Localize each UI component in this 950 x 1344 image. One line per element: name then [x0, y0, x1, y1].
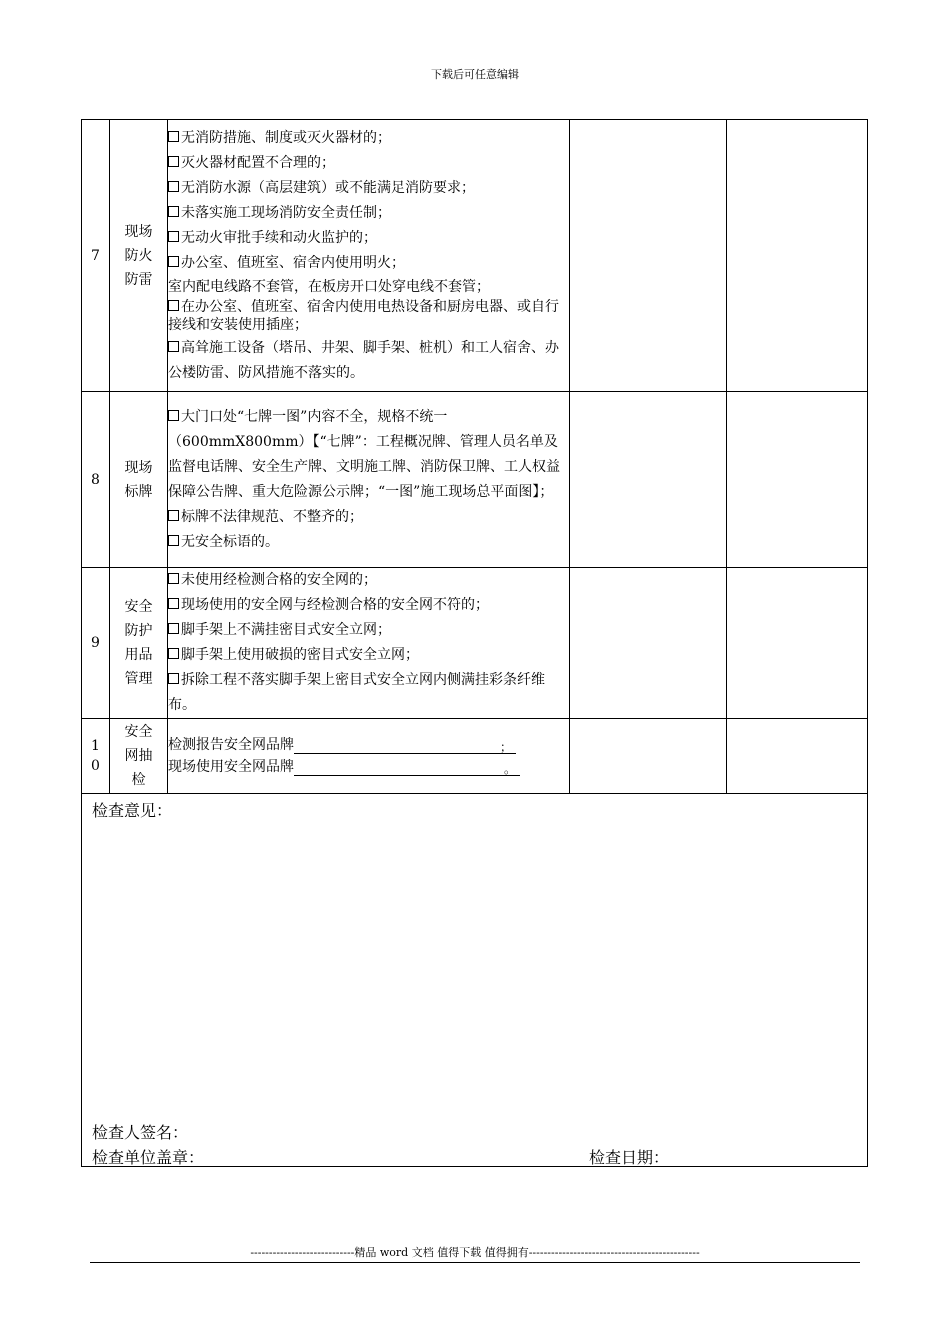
list-item: 无消防措施、制度或灭火器材的； — [168, 126, 569, 151]
list-item: 灭火器材配置不合理的； — [168, 151, 569, 176]
inspection-table — [81, 119, 868, 1167]
footer-rule — [90, 1262, 860, 1263]
checkbox-icon[interactable] — [168, 300, 179, 311]
remark-cell[interactable] — [727, 568, 868, 719]
result-cell[interactable] — [570, 719, 727, 794]
list-item: 标牌不法律规范、不整齐的； — [168, 505, 569, 530]
onsite-brand-line: 现场使用安全网品牌 。 — [168, 756, 569, 778]
header-note: 下载后可任意编辑 — [431, 68, 519, 81]
row-number: 9 — [82, 568, 110, 719]
checkbox-icon[interactable] — [168, 131, 179, 142]
inspection-date-label: 检查日期： — [589, 1148, 670, 1167]
list-item: 脚手架上不满挂密目式安全立网； — [168, 618, 569, 643]
row-category: 现场 防火 防雷 — [110, 120, 168, 392]
checkbox-icon[interactable] — [168, 673, 179, 684]
table-row — [82, 392, 868, 568]
checkbox-icon[interactable] — [168, 573, 179, 584]
row-items — [168, 120, 570, 392]
list-item: 无消防水源（高层建筑）或不能满足消防要求； — [168, 176, 569, 201]
checkbox-icon[interactable] — [168, 535, 179, 546]
list-item: 办公室、值班室、宿舍内使用明火； — [168, 251, 569, 276]
list-item: 无动火审批手续和动火监护的； — [168, 226, 569, 251]
unit-stamp-label: 检查单位盖章： — [92, 1148, 205, 1167]
checkbox-icon[interactable] — [168, 648, 179, 659]
onsite-brand-field[interactable]: 。 — [294, 762, 520, 776]
checkbox-icon[interactable] — [168, 256, 179, 267]
list-item: 现场使用的安全网与经检测合格的安全网不符的； — [168, 593, 569, 618]
remark-cell[interactable] — [727, 719, 868, 794]
list-item: 拆除工程不落实脚手架上密目式安全立网内侧满挂彩条纤维布。 — [168, 672, 545, 713]
result-cell[interactable] — [570, 392, 727, 568]
row-category: 安全 网抽 检 — [110, 719, 168, 794]
row-number: 8 — [82, 392, 110, 568]
opinion-cell[interactable] — [82, 794, 868, 1167]
result-cell[interactable] — [570, 120, 727, 392]
result-cell[interactable] — [570, 568, 727, 719]
checkbox-icon[interactable] — [168, 510, 179, 521]
list-item: 未落实施工现场消防安全责任制； — [168, 201, 569, 226]
list-item: 室内配电线路不套管，在板房开口处穿电线不套管； — [168, 278, 490, 295]
table-row — [82, 719, 868, 794]
footer-text: ----------------------------精品 word 文档 值得下载 值得拥有---------------------------------------------- — [250, 1246, 700, 1259]
opinion-row — [82, 794, 868, 1167]
tested-brand-field[interactable]: ； — [294, 740, 516, 754]
checkbox-icon[interactable] — [168, 623, 179, 634]
checkbox-icon[interactable] — [168, 231, 179, 242]
list-item: 在办公室、值班室、宿舍内使用电热设备和厨房电器、或自行接线和安装使用插座； — [168, 298, 559, 333]
checkbox-icon[interactable] — [168, 598, 179, 609]
row-items — [168, 719, 570, 794]
list-item: 无安全标语的。 — [168, 530, 569, 555]
list-item: 脚手架上使用破损的密目式安全立网； — [168, 643, 569, 668]
inspector-signature-label: 检查人签名： — [92, 1123, 189, 1142]
row-items — [168, 568, 570, 719]
list-item: 未使用经检测合格的安全网的； — [168, 568, 569, 593]
row-number: 1 0 — [82, 719, 110, 794]
table-row — [82, 120, 868, 392]
opinion-label: 检查意见： — [92, 801, 173, 820]
table-row — [82, 568, 868, 719]
remark-cell[interactable] — [727, 392, 868, 568]
checkbox-icon[interactable] — [168, 410, 179, 421]
checkbox-icon[interactable] — [168, 156, 179, 167]
checkbox-icon[interactable] — [168, 341, 179, 352]
tested-brand-line: 检测报告安全网品牌 ； — [168, 734, 569, 756]
list-item: 高耸施工设备（塔吊、井架、脚手架、桩机）和工人宿舍、办公楼防雷、防风措施不落实的。 — [168, 339, 559, 381]
remark-cell[interactable] — [727, 120, 868, 392]
row-category: 安全 防护 用品 管理 — [110, 568, 168, 719]
checkbox-icon[interactable] — [168, 206, 179, 217]
row-number: 7 — [82, 120, 110, 392]
checkbox-icon[interactable] — [168, 181, 179, 192]
list-item: 大门口处“七牌一图”内容不全，规格不统一（600mmX800mm）【“七牌”：工程概况牌、管理人员名单及监督电话牌、安全生产牌、文明施工牌、消防保卫牌、工人权益保障公告牌、重大危险源公示牌；“一图”施工现场总平面图】； — [168, 408, 560, 500]
row-items — [168, 392, 570, 568]
row-category: 现场 标牌 — [110, 392, 168, 568]
